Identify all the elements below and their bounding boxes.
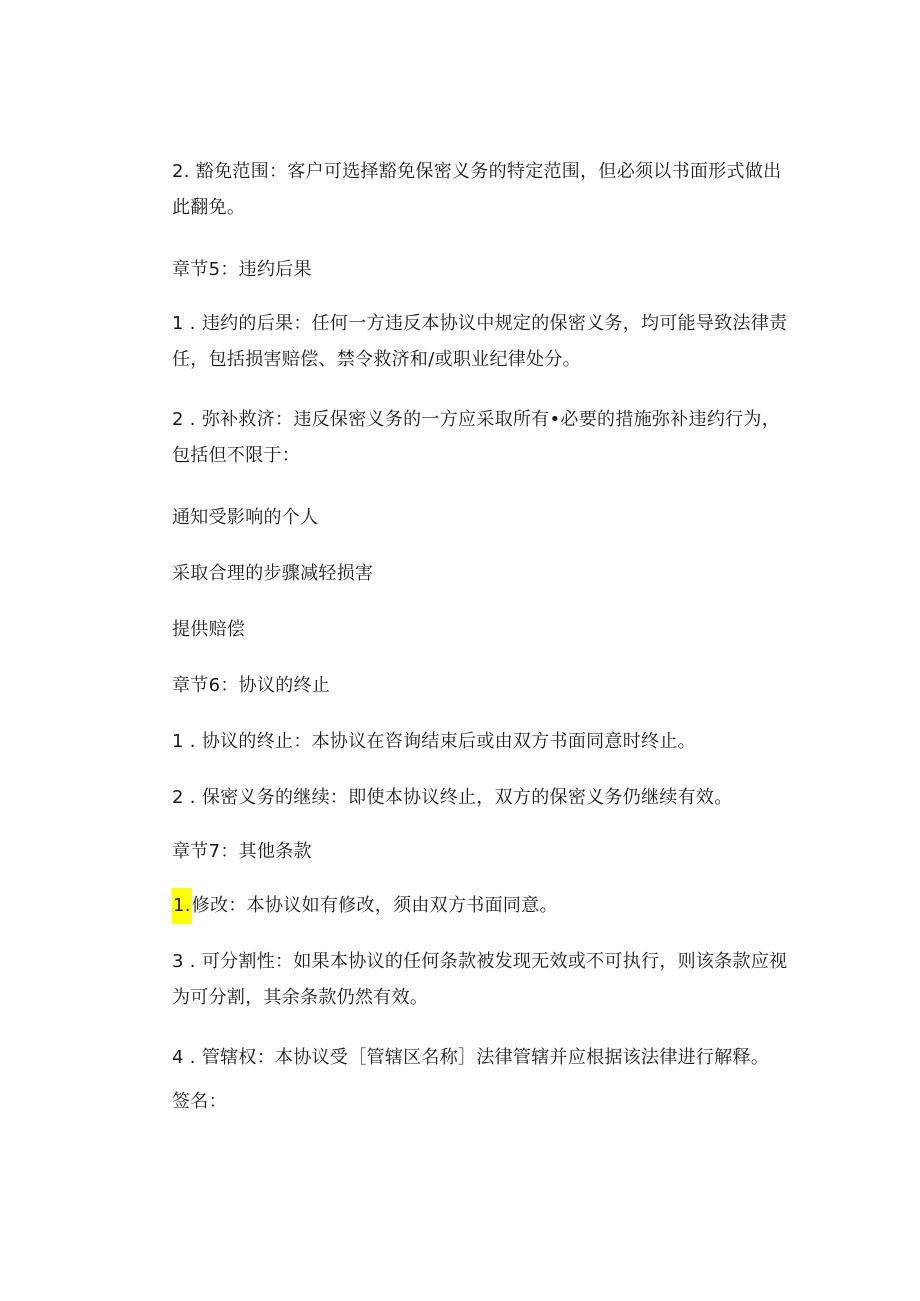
heading-text: 章节5：违约后果 xyxy=(172,259,312,280)
signature-label xyxy=(172,1084,227,1120)
paragraph-termination xyxy=(172,724,696,760)
paragraph-text: 2. 豁免范围：客户可选择豁免保密义务的特定范围，但必须以书面形式做出此翻免。 xyxy=(172,161,782,218)
list-item xyxy=(172,556,373,592)
highlighted-number: 1. xyxy=(172,888,192,924)
paragraph-text: 1 . 协议的终止：本协议在咨询结束后或由双方书面同意时终止。 xyxy=(172,731,696,752)
heading-text: 章节7：其他条款 xyxy=(172,841,312,862)
paragraph-text: 1 . 违约的后果：任何一方违反本协议中规定的保密义务，均可能导致法律责任，包括损害赔偿、禁令救济和/或职业纪律处分。 xyxy=(172,313,788,370)
paragraph-severability xyxy=(172,944,792,1016)
paragraph-remedy xyxy=(172,402,792,474)
paragraph-breach-consequences xyxy=(172,306,792,378)
paragraph-text: 4 . 管辖权：本协议受［管辖区名称］法律管辖并应根据该法律进行解释。 xyxy=(172,1047,770,1068)
section-5-heading xyxy=(172,252,312,288)
paragraph-text: 修改：本协议如有修改，须由双方书面同意。 xyxy=(191,895,558,916)
paragraph-text: 2 . 保密义务的继续：即使本协议终止，双方的保密义务仍继续有效。 xyxy=(172,787,733,808)
list-item-text: 采取合理的步骤减轻损害 xyxy=(172,563,374,584)
list-item xyxy=(172,500,318,536)
section-7-heading xyxy=(172,834,312,870)
paragraph-amendment xyxy=(172,888,558,924)
list-item xyxy=(172,612,245,648)
section-6-heading xyxy=(172,668,330,704)
heading-text: 章节6：协议的终止 xyxy=(172,675,331,696)
list-item-text: 提供赔偿 xyxy=(172,619,246,640)
paragraph-exemption-scope xyxy=(172,154,792,226)
paragraph-obligation-continuation xyxy=(172,780,733,816)
paragraph-text: 2 . 弥补救济：违反保密义务的一方应采取所有•必要的措施弥补违约行为，包括但不限于： xyxy=(172,409,781,466)
list-item-text: 通知受影响的个人 xyxy=(172,507,319,528)
paragraph-text: 3 . 可分割性：如果本协议的任何条款被发现无效或不可执行，则该条款应视为可分割，其余条款仍然有效。 xyxy=(172,951,788,1008)
signature-text: 签名： xyxy=(172,1091,227,1112)
paragraph-jurisdiction xyxy=(172,1040,769,1076)
